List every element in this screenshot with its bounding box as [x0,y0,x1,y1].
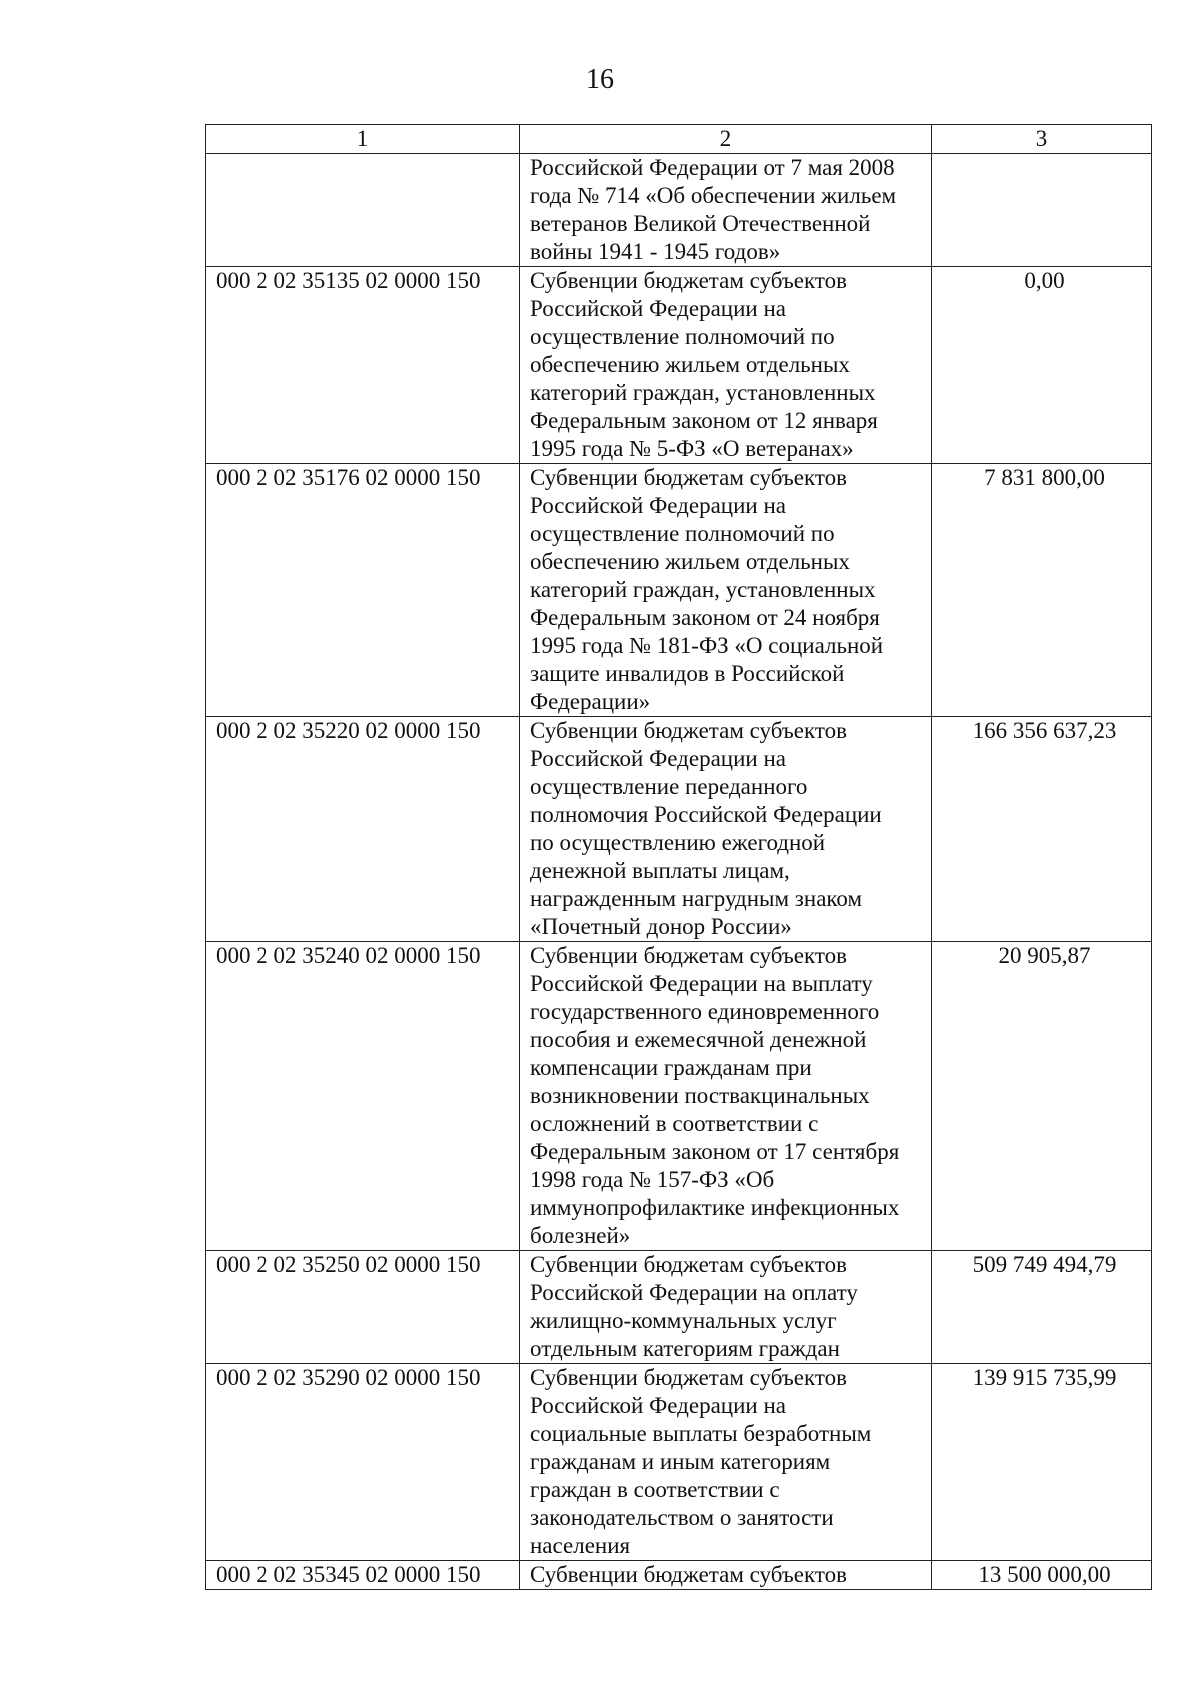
table-row [206,1364,1152,1561]
amount-cell: 509 749 494,79 [932,1251,1152,1364]
amount-cell: 166 356 637,23 [932,717,1152,942]
table-row [206,1561,1152,1590]
amount-cell: 7 831 800,00 [932,464,1152,717]
table-row [206,942,1152,1251]
budget-code-cell: 000 2 02 35240 02 0000 150 [206,942,520,1251]
amount-cell: 139 915 735,99 [932,1364,1152,1561]
amount-cell [932,154,1152,267]
amount-cell: 20 905,87 [932,942,1152,1251]
description-cell: Субвенции бюджетам субъектов Российской Федерации на оплату жилищно-коммунальных услуг отдельным категориям граждан [520,1251,932,1364]
table-row [206,464,1152,717]
description-cell: Субвенции бюджетам субъектов Российской Федерации на осуществление полномочий по обеспечению жильем отдельных категорий граждан, установленных Федеральным законом от 12 января 1995 года № 5-ФЗ «О ветеранах» [520,267,932,464]
budget-table [205,124,1152,1590]
description-cell: Субвенции бюджетам субъектов Российской Федерации на осуществление переданного полномочия Российской Федерации по осуществлению ежегодной денежной выплаты лицам, награжденным нагрудным знаком «Почетный донор России» [520,717,932,942]
budget-code-cell: 000 2 02 35220 02 0000 150 [206,717,520,942]
budget-code-cell: 000 2 02 35250 02 0000 150 [206,1251,520,1364]
budget-code-cell [206,154,520,267]
description-cell: Субвенции бюджетам субъектов Российской Федерации на осуществление полномочий по обеспечению жильем отдельных категорий граждан, установленных Федеральным законом от 24 ноября 1995 года № 181-ФЗ «О социальной защите инвалидов в Российской Федерации» [520,464,932,717]
description-cell: Субвенции бюджетам субъектов [520,1561,932,1590]
budget-code-cell: 000 2 02 35135 02 0000 150 [206,267,520,464]
column-header-description: 2 [520,125,932,154]
page-number: 16 [586,64,614,95]
amount-cell: 13 500 000,00 [932,1561,1152,1590]
budget-code-cell: 000 2 02 35345 02 0000 150 [206,1561,520,1590]
column-header-code: 1 [206,125,520,154]
table-header-row [206,125,1152,154]
table-row [206,154,1152,267]
table-row [206,717,1152,942]
budget-code-cell: 000 2 02 35176 02 0000 150 [206,464,520,717]
column-header-amount: 3 [932,125,1152,154]
description-cell: Субвенции бюджетам субъектов Российской Федерации на выплату государственного единовременного пособия и ежемесячной денежной компенсации гражданам при возникновении поствакцинальных осложнений в соответствии с Федеральным законом от 17 сентября 1998 года № 157-ФЗ «Об иммунопрофилактике инфекционных болезней» [520,942,932,1251]
amount-cell: 0,00 [932,267,1152,464]
description-cell: Субвенции бюджетам субъектов Российской Федерации на социальные выплаты безработным гражданам и иным категориям граждан в соответствии с законодательством о занятости населения [520,1364,932,1561]
budget-code-cell: 000 2 02 35290 02 0000 150 [206,1364,520,1561]
table-row [206,267,1152,464]
description-cell: Российской Федерации от 7 мая 2008 года № 714 «Об обеспечении жильем ветеранов Великой Отечественной войны 1941 - 1945 годов» [520,154,932,267]
table-row [206,1251,1152,1364]
